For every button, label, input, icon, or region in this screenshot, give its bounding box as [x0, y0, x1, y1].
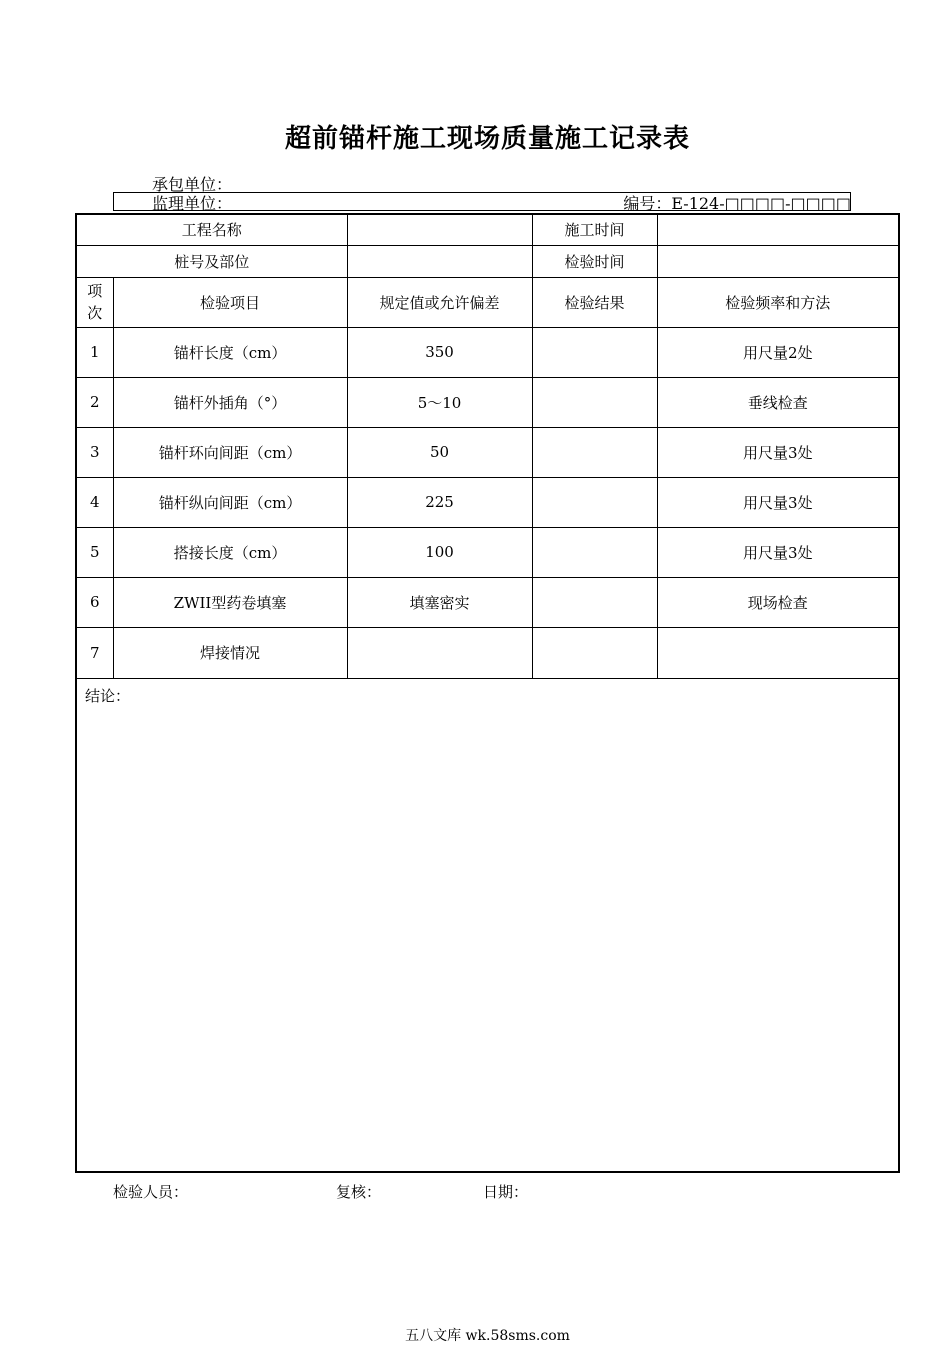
col-header-spec: 规定值或允许偏差	[347, 277, 532, 327]
inspector-label: 检验人员：	[113, 1183, 189, 1201]
supervisor-label: 监理单位：	[152, 194, 233, 213]
row-no: 6	[76, 577, 113, 627]
table-row	[76, 577, 899, 627]
row-no: 1	[76, 327, 113, 377]
table-row	[76, 427, 899, 477]
conclusion-label: 结论：	[85, 686, 131, 705]
row-no: 5	[76, 527, 113, 577]
col-header-item: 检验项目	[113, 277, 347, 327]
row-spec: 50	[347, 427, 532, 477]
row-result[interactable]	[532, 577, 657, 627]
row-item: 搭接长度（cm）	[113, 527, 347, 577]
table-row	[76, 327, 899, 377]
construction-time-label: 施工时间	[532, 214, 657, 245]
row-spec: 350	[347, 327, 532, 377]
row-no: 2	[76, 377, 113, 427]
col-header-no: 项次	[76, 277, 113, 327]
row-spec: 225	[347, 477, 532, 527]
row-method: 用尺量3处	[657, 477, 899, 527]
inspection-table	[75, 213, 900, 1173]
project-name-value[interactable]	[347, 214, 532, 245]
row-item: 锚杆环向间距（cm）	[113, 427, 347, 477]
row-result[interactable]	[532, 377, 657, 427]
row-method: 用尺量3处	[657, 427, 899, 477]
station-label: 桩号及部位	[76, 245, 347, 277]
project-name-label: 工程名称	[76, 214, 347, 245]
row-method: 现场检查	[657, 577, 899, 627]
row-spec	[347, 627, 532, 678]
table-row	[76, 627, 899, 678]
watermark-text: 五八文库 wk.58sms.com	[405, 1328, 570, 1344]
row-result[interactable]	[532, 327, 657, 377]
conclusion-cell[interactable]	[76, 678, 899, 1172]
conclusion-row	[76, 678, 899, 1172]
date-label: 日期：	[483, 1183, 529, 1201]
col-header-method: 检验频率和方法	[657, 277, 899, 327]
row-method	[657, 627, 899, 678]
col-header-result: 检验结果	[532, 277, 657, 327]
table-row	[76, 527, 899, 577]
inspection-time-label: 检验时间	[532, 245, 657, 277]
row-result[interactable]	[532, 477, 657, 527]
form-title: 超前锚杆施工现场质量施工记录表	[284, 124, 690, 154]
reviewer-label: 复核：	[336, 1183, 382, 1201]
row-result[interactable]	[532, 627, 657, 678]
row-spec: 5～10	[347, 377, 532, 427]
construction-time-value[interactable]	[657, 214, 899, 245]
column-header-row	[76, 277, 899, 327]
row-method: 用尺量2处	[657, 327, 899, 377]
form-code: 编号：E-124-□□□□-□□□□	[623, 194, 851, 213]
row-spec: 100	[347, 527, 532, 577]
row-method: 用尺量3处	[657, 527, 899, 577]
info-row-station	[76, 245, 899, 277]
row-result[interactable]	[532, 527, 657, 577]
row-no: 4	[76, 477, 113, 527]
station-value[interactable]	[347, 245, 532, 277]
row-item: 锚杆外插角（°）	[113, 377, 347, 427]
row-item: 焊接情况	[113, 627, 347, 678]
table-row	[76, 477, 899, 527]
row-item: ZWII型药卷填塞	[113, 577, 347, 627]
row-result[interactable]	[532, 427, 657, 477]
row-item: 锚杆纵向间距（cm）	[113, 477, 347, 527]
row-spec: 填塞密实	[347, 577, 532, 627]
row-method: 垂线检查	[657, 377, 899, 427]
row-no: 3	[76, 427, 113, 477]
row-no: 7	[76, 627, 113, 678]
contractor-label: 承包单位：	[152, 175, 233, 194]
row-item: 锚杆长度（cm）	[113, 327, 347, 377]
info-row-project	[76, 214, 899, 245]
table-row	[76, 377, 899, 427]
inspection-time-value[interactable]	[657, 245, 899, 277]
